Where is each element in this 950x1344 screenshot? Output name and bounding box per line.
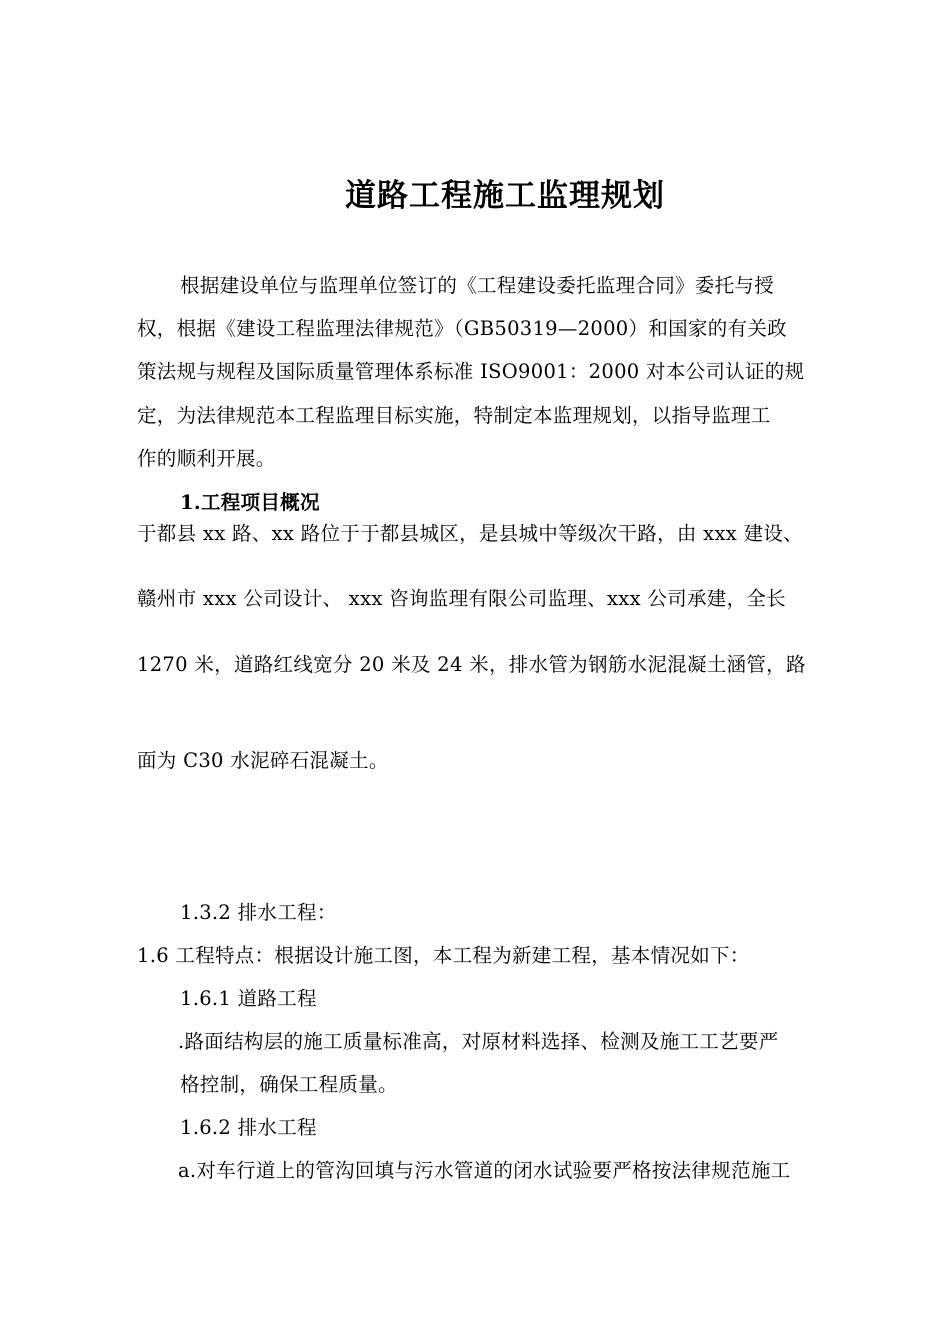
body-line: .路面结构层的施工质量标准高，对原材料选择、检测及施工工艺要严 [178, 1030, 779, 1053]
body-line: a.对车行道上的管沟回填与污水管道的闭水试验要严格按法律规范施工 [178, 1159, 791, 1182]
overview-line: 面为 C30 水泥碎石混凝土。 [137, 749, 389, 772]
document-title: 道路工程施工监理规划 [345, 178, 665, 214]
intro-line: 权，根据《建设工程监理法律规范》（GB50319—2000）和国家的有关政 [137, 317, 787, 340]
subsection-heading: 1.6.1 道路工程 [180, 987, 317, 1010]
overview-line: 赣州市 xxx 公司设计、 xxx 咨询监理有限公司监理、xxx 公司承建，全长 [137, 587, 786, 610]
intro-line: 策法规与规程及国际质量管理体系标准 ISO9001：2000 对本公司认证的规 [137, 360, 805, 383]
intro-line: 定，为法律规范本工程监理目标实施，特制定本监理规划，以指导监理工 [137, 404, 771, 427]
section-heading: 1.工程项目概况 [180, 491, 320, 514]
subsection-heading: 1.6.2 排水工程 [180, 1116, 317, 1139]
overview-line: 于都县 xx 路、xx 路位于于都县城区，是县城中等级次干路，由 xxx 建设、 [137, 522, 803, 545]
overview-line: 1270 米，道路红线宽分 20 米及 24 米，排水管为钢筋水泥混凝土涵管，路 [137, 653, 806, 676]
subsection-heading: 1.3.2 排水工程： [180, 901, 337, 924]
intro-line: 根据建设单位与监理单位签订的《工程建设委托监理合同》委托与授 [180, 274, 775, 297]
subsection-heading: 1.6 工程特点：根据设计施工图，本工程为新建工程，基本情况如下： [137, 944, 750, 967]
intro-line: 作的顺利开展。 [137, 447, 276, 470]
body-line: 格控制，确保工程质量。 [180, 1073, 398, 1096]
